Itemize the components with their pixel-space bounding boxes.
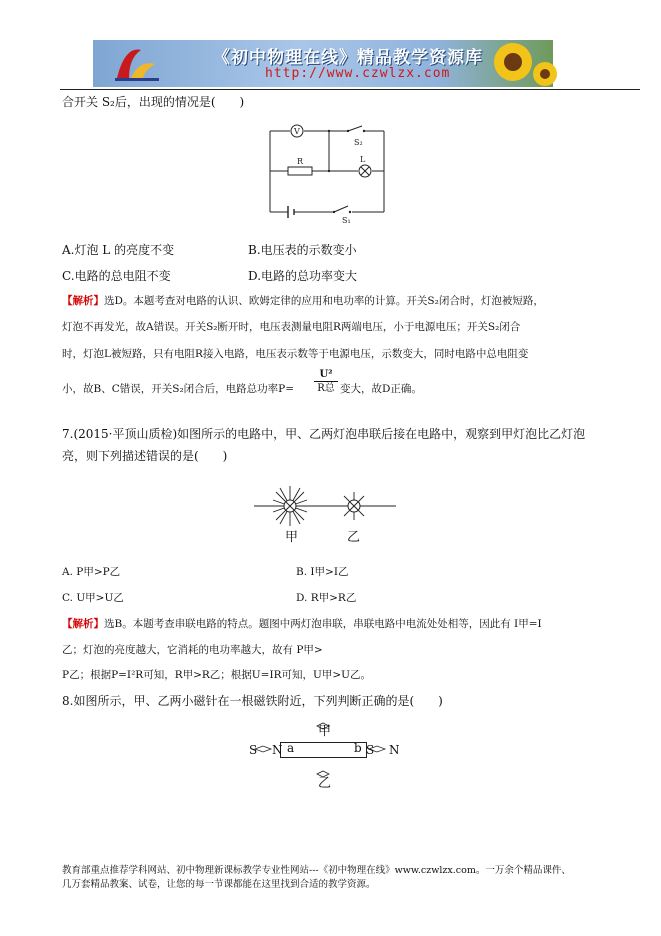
- formula-numerator: U²: [319, 369, 333, 380]
- right-n-label: N: [389, 743, 400, 757]
- q6-stem: 合开关 S₂后，出现的情况是( ): [62, 95, 245, 109]
- q6-option-a: A.灯泡 L 的亮度不变: [62, 243, 175, 257]
- formula-denominator: R总: [314, 381, 338, 395]
- q7-analysis-tag: 【解析】: [62, 618, 104, 630]
- l-label: L: [360, 155, 366, 164]
- needle-jia-label: 甲: [318, 724, 332, 739]
- q7-stem-line-1: 7.(2015·平顶山质检)如图所示的电路中，甲、乙两灯泡串联后接在电路中，观察到甲灯泡比乙灯泡: [62, 427, 586, 441]
- lamp-yi-label: 乙: [347, 530, 361, 545]
- needle-yi-label: 乙: [318, 776, 332, 791]
- right-s-label: S: [366, 743, 375, 757]
- q6-option-b: B.电压表的示数变小: [248, 243, 357, 257]
- q8-stem: 8.如图所示，甲、乙两小磁针在一根磁铁附近，下列判断正确的是( ): [62, 694, 443, 708]
- footer-line-2: 几万套精品教案、试卷，让您的每一节课都能在这里找到合适的教学资源。: [62, 879, 376, 890]
- header-banner: [93, 40, 553, 87]
- logo-icon: [107, 44, 167, 84]
- s1-label: S₁: [342, 216, 351, 225]
- q6-analysis-line-4: 小，故B、C错误，开关S₂闭合后，电路总功率P=: [62, 383, 295, 395]
- q6-option-d: D.电路的总功率变大: [248, 269, 358, 283]
- q7-option-d: D. R甲>R乙: [296, 592, 357, 604]
- left-n-label: N: [272, 743, 283, 757]
- q6-analysis-line-2: 灯泡不再发光，故A错误。开关S₂断开时，电压表测量电阻R两端电压，小于电源电压；开关S₂闭合: [62, 321, 521, 333]
- q6-analysis-line-5: 变大，故D正确。: [340, 383, 422, 395]
- lamp-jia-label: 甲: [285, 530, 299, 545]
- banner-url: http://www.czwlzx.com: [265, 66, 451, 81]
- q6-option-c: C.电路的总电阻不变: [62, 269, 171, 283]
- q7-stem-line-2: 亮，则下列描述错误的是( ): [62, 449, 228, 463]
- q6-analysis-line-3: 时，灯泡L被短路，只有电阻R接入电路，电压表示数等于电源电压，示数变大，同时电路中总电阻变: [62, 348, 529, 360]
- left-s-label: S: [249, 743, 258, 757]
- banner-title: 《初中物理在线》精品教学资源库: [213, 48, 483, 68]
- q6-analysis-tag: 【解析】: [62, 295, 104, 307]
- q7-analysis-line-2: 乙；灯泡的亮度越大，它消耗的电功率越大，故有 P甲>: [62, 644, 323, 656]
- q7-option-b: B. I甲>I乙: [296, 566, 349, 578]
- q6-analysis-line-1: 【解析】选D。本题考查对电路的认识、欧姆定律的应用和电功率的计算。开关S₂闭合时，灯泡被短路，: [62, 295, 544, 307]
- voltmeter-label: V: [294, 127, 300, 136]
- power-formula: [314, 369, 338, 395]
- s2-label: S₂: [354, 138, 363, 147]
- q7-option-c: C. U甲>U乙: [62, 592, 124, 604]
- q7-analysis-line-3: P乙；根据P=I²R可知，R甲>R乙；根据U=IR可知，U甲>U乙。: [62, 669, 371, 681]
- magnet-a-label: a: [287, 741, 295, 755]
- magnet-b-label: b: [354, 741, 362, 755]
- q7-analysis-line-1: 【解析】选B。本题考查串联电路的特点。题图中两灯泡串联，串联电路中电流处处相等，因此有 I甲=I: [62, 618, 542, 630]
- q7-option-a: A. P甲>P乙: [62, 566, 121, 578]
- q7-lamps-diagram: [250, 478, 400, 548]
- q6-circuit-diagram: [262, 120, 392, 225]
- footer-line-1: 教育部重点推荐学科网站、初中物理新课标教学专业性网站---《初中物理在线》www.czwlzx.com。一万余个精品课件、: [62, 865, 571, 876]
- sunflower-image: [483, 40, 553, 87]
- r-label: R: [297, 157, 304, 166]
- header-divider: [60, 89, 640, 90]
